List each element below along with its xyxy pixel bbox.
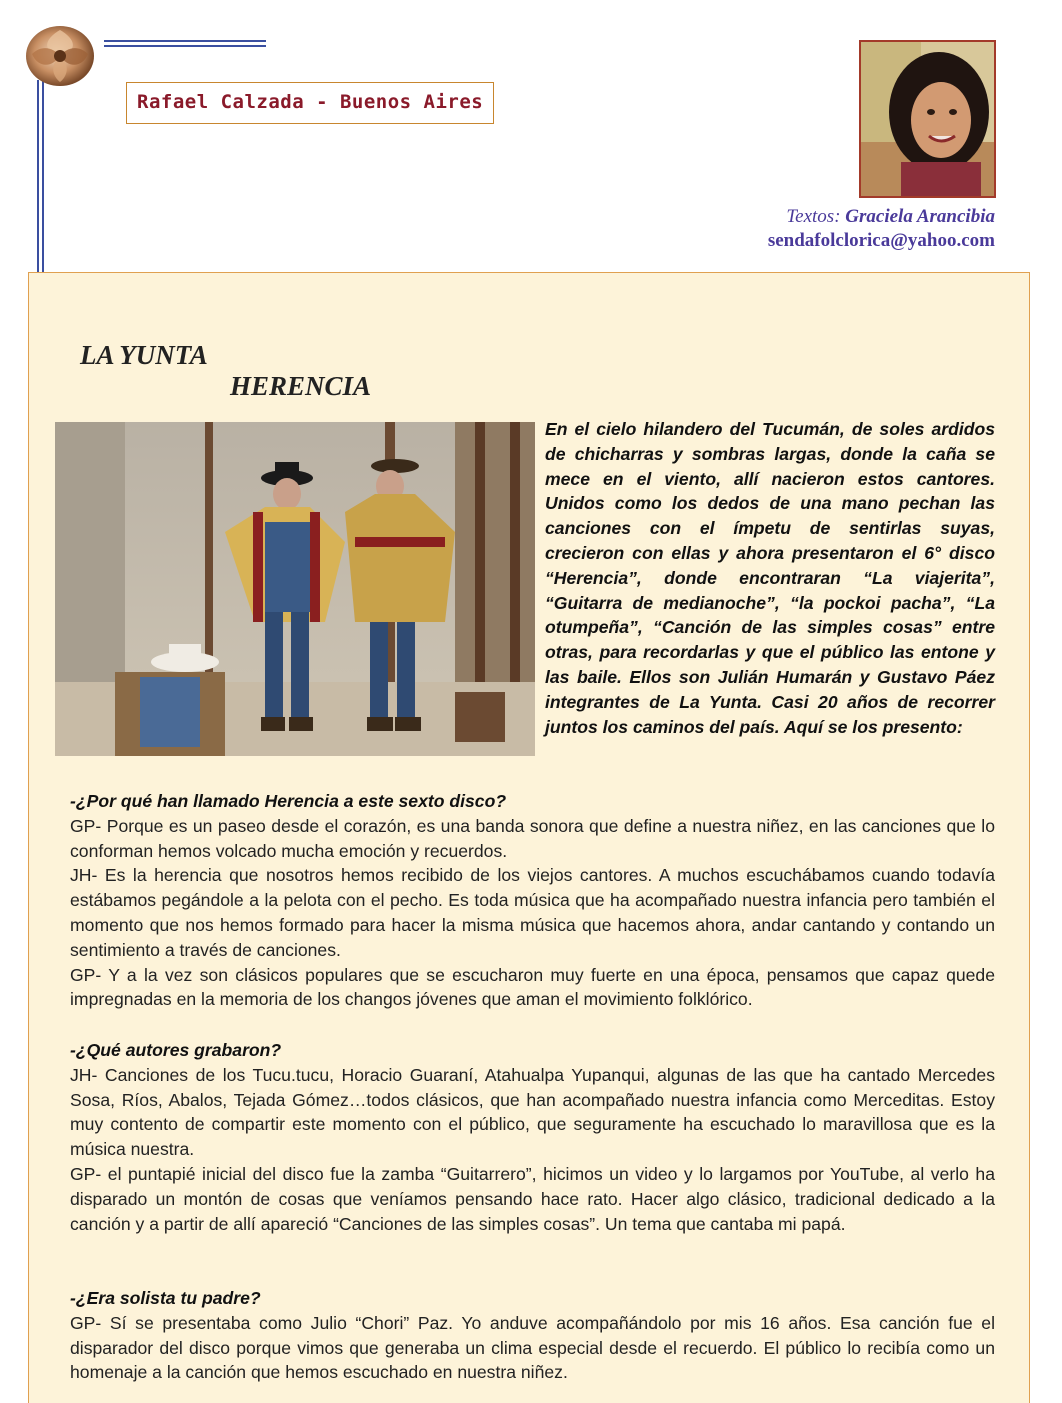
ornament-flower-icon — [24, 24, 98, 88]
article-title-line2: HERENCIA — [230, 371, 372, 401]
interview-section-2 — [70, 1038, 995, 1236]
credits-email[interactable]: sendafolclorica@yahoo.com — [767, 230, 995, 251]
article-title-line1: LA YUNTA — [80, 340, 208, 370]
interview-answer: JH- Canciones de los Tucu.tucu, Horacio Guaraní, Atahualpa Yupanqui, algunas de las que ha cantado Mercedes Sosa, Ríos, Abalos, Tejada Gómez…todos clásicos, que han acompañado nuestra infancia como Merceditas. Estoy muy contento de compartir este momento con el público, que seguramente ha escuchado lo maravillosa que es la música nuestra. — [70, 1064, 995, 1160]
interview-section-1 — [70, 789, 995, 1012]
interview-answer: GP- Porque es un paseo desde el corazón, es una banda sonora que define a nuestra niñez, en las canciones que lo conforman hemos volcado mucha emoción y recuerdos. — [70, 815, 995, 861]
interview-question: -¿Qué autores grabaron? — [70, 1040, 282, 1060]
interview-answer: GP- Sí se presentaba como Julio “Chori” Paz. Yo anduve acompañándolo por mis 16 años. Esa canción fue el disparador del disco porque vimos que generaba un clima especial desde el recuerdo. El público lo recibía como un homenaje a la canción que hemos escuchado en nuestra niñez. — [70, 1312, 995, 1383]
interview-question: -¿Era solista tu padre? — [70, 1288, 261, 1308]
credits-block — [768, 206, 995, 252]
credits-label: Textos: — [786, 206, 841, 227]
article-intro: En el cielo hilandero del Tucumán, de soles ardidos de chicharras y sombras largas, donde la caña se mece en el viento, allí nacieron estos cantores. Unidos como los dedos de una mano pechan las canciones con el ímpetu de sentirlas suyas, crecieron con ellas y ahora presentaron el 6° disco “Herencia”, donde encontraran “La viajerita”, “Guitarra de medianoche”, “la pockoi pacha”, “La otumpeña”, “Canción de las simples cosas” entre otras, para recordarlas y que el público las entone y las baile. Ellos son Julián Humarán y Gustavo Páez integrantes de La Yunta. Casi 20 años de recorrer juntos los caminos del país. Aquí se los presento: — [545, 419, 995, 737]
interview-answer: GP- el puntapié inicial del disco fue la zamba “Guitarrero”, hicimos un video y lo largamos por YouTube, al verlo ha disparado un montón de cosas que veníamos pensando hace rato. Hacer algo clásico, tradicional dedicado a la canción y a partir de allí apareció “Canciones de las simples cosas”. Un tema que cantaba mi papá. — [70, 1163, 995, 1234]
credits-author: Graciela Arancibia — [845, 206, 995, 227]
interview-section-3 — [70, 1286, 995, 1385]
interview-answer: GP- Y a la vez son clásicos populares que se escucharon muy fuerte en una época, pensamos que capaz quede impregnadas en la memoria de los changos jóvenes que aman el movimiento folklórico. — [70, 964, 995, 1010]
header-rule-top — [104, 40, 266, 42]
header-rule-bottom — [104, 45, 266, 47]
byline-text: Rafael Calzada - Buenos Aires — [137, 91, 484, 113]
interview-answer: JH- Es la herencia que nosotros hemos recibido de los viejos cantores. A muchos escuchábamos cuando todavía estábamos pegándole a la pelota con el pecho. Es toda música que ha acompañado nuestra infancia pero también el momento que nos hemos formado para hacer la misma música que hacemos ahora, andar cantando y contando un sentimiento a través de canciones. — [70, 865, 995, 960]
side-rule-right — [42, 80, 44, 298]
duo-photo — [55, 422, 535, 756]
interview-question: -¿Por qué han llamado Herencia a este sexto disco? — [70, 791, 507, 811]
side-rule-left — [37, 80, 39, 298]
credits-line — [768, 206, 995, 228]
author-portrait-photo — [859, 40, 996, 198]
byline-box — [126, 82, 494, 124]
